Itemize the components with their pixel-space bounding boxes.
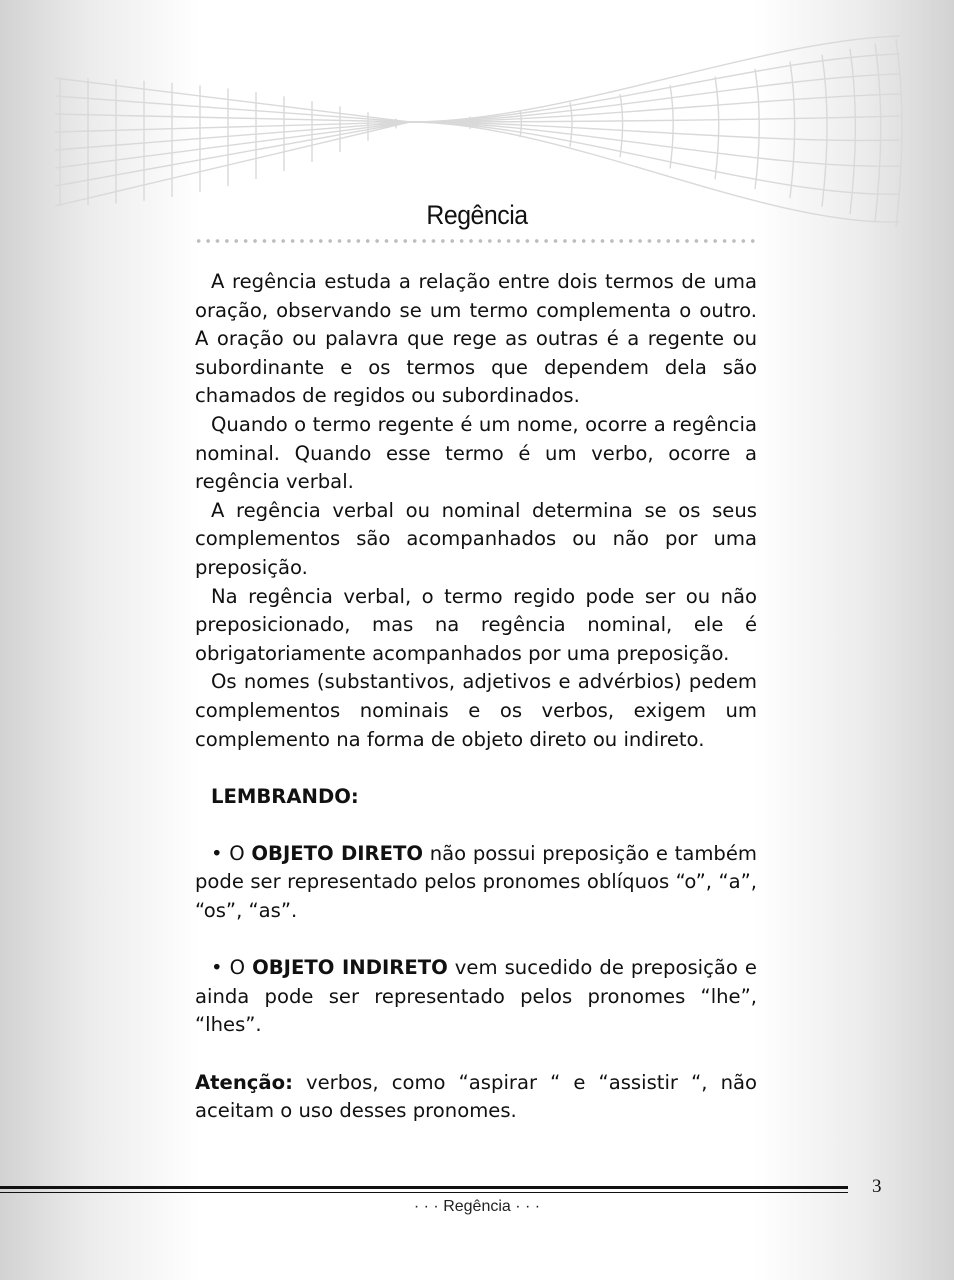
bullet-prefix: • O [211,841,252,865]
page-number: 3 [872,1176,882,1197]
bullet-text: não possui preposição e também pode ser representado pelos pronomes oblíquos “o”, “a”, “os”, “as”. [195,841,757,923]
bullet-text: vem sucedido de preposição e ainda pode ser representado pelos pronomes “lhe”, “lhes”. [195,956,757,1037]
title-dotted-rule [194,238,760,244]
bullet-objeto-direto [195,840,757,926]
paragraph-1: A regência estuda a relação entre dois termos de uma oração, observando se um termo complementa o outro. A oração ou palavra que rege as outras é a regente ou subordinante e os termos que dependem dela são chamados de regidos ou subordinados. [195,270,757,408]
bullet-term: OBJETO DIRETO [251,841,424,865]
paragraph-2: Quando o termo regente é um nome, ocorre a regência nominal. Quando esse termo é um verbo, ocorre a regência verbal. [195,412,757,494]
atencao-label: Atenção: [195,1070,293,1094]
page-title: Regência [426,200,528,230]
atencao-text: verbos, como “aspirar “ e “assistir “, não aceitam o uso desses pronomes. [195,1070,757,1123]
atencao-note [195,1069,757,1126]
body-text [195,268,757,1126]
running-footer: · · · Regência · · · [413,1198,541,1215]
footer-rule-thick [0,1186,848,1189]
paragraph-4: Na regência verbal, o termo regido pode ser ou não preposicionado, mas na regência nominal, ele é obrigatoriamente acompanhados por uma preposição. [195,584,757,665]
lembrando-heading: LEMBRANDO: [211,784,359,808]
footer-rule-thin [0,1192,848,1193]
bullet-objeto-indireto [195,954,757,1040]
paragraph-3: A regência verbal ou nominal determina se os seus complementos são acompanhados ou não por uma preposição. [195,498,757,579]
bullet-term: OBJETO INDIRETO [252,956,448,980]
paragraph-5: Os nomes (substantivos, adjetivos e advérbios) pedem complementos nominais e os verbos, exigem um complemento na forma de objeto direto ou indireto. [195,670,757,751]
bullet-prefix: • O [211,956,253,980]
